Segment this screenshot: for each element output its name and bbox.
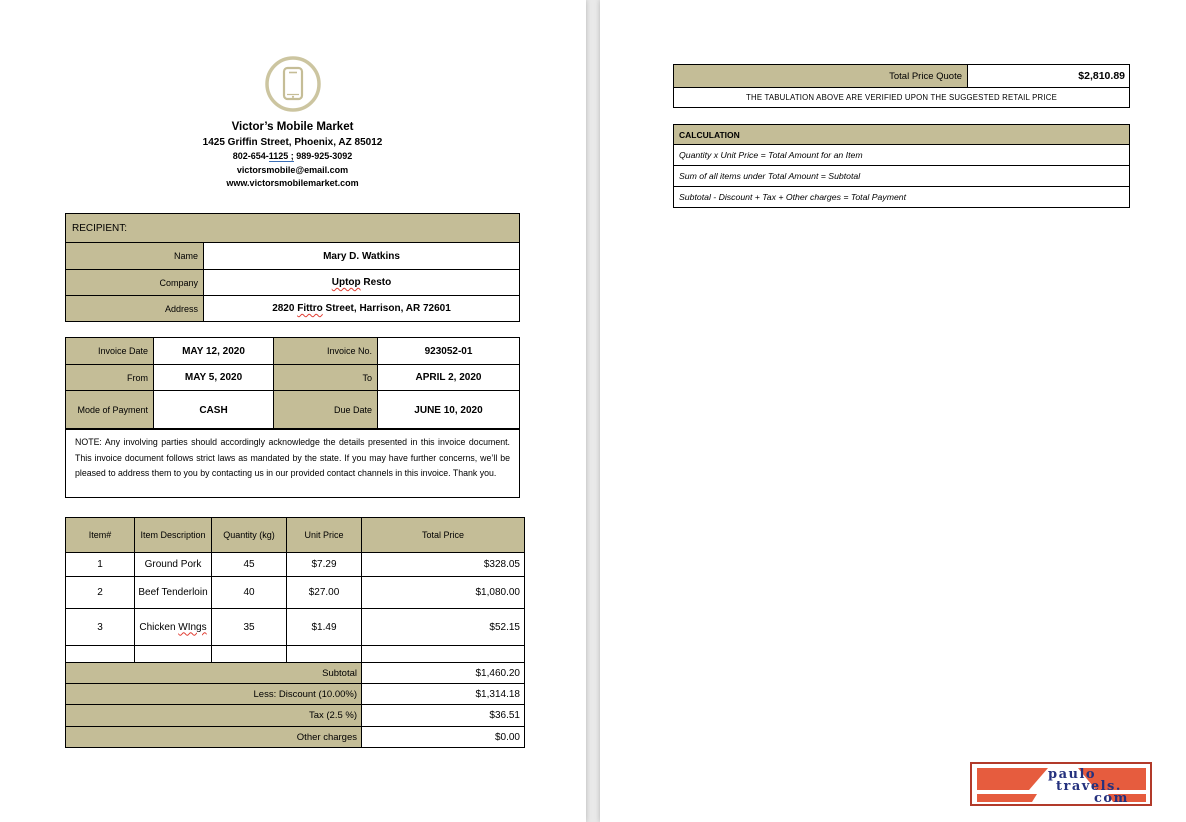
item-row-1 [66, 553, 525, 577]
item-row-empty [66, 646, 525, 663]
invoice-page-1 [0, 0, 586, 822]
col-header-description: Item Description [135, 518, 212, 553]
due-date-label: Due Date [274, 391, 378, 430]
to-label: To [274, 365, 378, 391]
item-number: 2 [66, 577, 135, 609]
to-value: APRIL 2, 2020 [378, 365, 520, 391]
recipient-company-value [204, 270, 520, 296]
item-row-2 [66, 577, 525, 609]
logo-text-line2: travels. [1056, 779, 1122, 794]
recipient-company-rest: Resto [360, 277, 392, 288]
recipient-address-label: Address [66, 296, 204, 322]
calculation-table [673, 124, 1130, 208]
item-row-3 [66, 609, 525, 646]
item-quantity [212, 646, 287, 663]
recipient-address-misspelled: Fittro [297, 303, 323, 314]
total-quote-label: Total Price Quote [674, 65, 968, 88]
logo-text-line3: com [1094, 791, 1129, 804]
item-total-price [362, 646, 525, 663]
phone-hyperlink[interactable]: 1125 ; [268, 151, 294, 161]
item-quantity: 35 [212, 609, 287, 646]
logo-left-bar [977, 794, 1037, 802]
tax-label: Tax (2.5 %) [66, 705, 362, 727]
calculation-title: CALCULATION [674, 125, 1130, 145]
calculation-rule-3: Subtotal - Discount + Tax + Other charges = Total Payment [674, 187, 1130, 208]
company-phone [65, 150, 520, 164]
total-quote-table [673, 64, 1130, 108]
item-unit-price: $27.00 [287, 577, 362, 609]
verification-note: THE TABULATION ABOVE ARE VERIFIED UPON THE SUGGESTED RETAIL PRICE [674, 88, 1130, 108]
invoice-date-label: Invoice Date [66, 338, 154, 365]
item-number: 3 [66, 609, 135, 646]
invoice-page-2 [600, 0, 1186, 822]
tax-value: $36.51 [362, 705, 525, 727]
company-address: 1425 Griffin Street, Phoenix, AZ 85012 [202, 137, 383, 148]
due-date-value: JUNE 10, 2020 [378, 391, 520, 430]
items-table [65, 517, 525, 748]
tax-row [66, 705, 525, 727]
other-charges-row [66, 727, 525, 748]
recipient-name-label: Name [66, 243, 204, 270]
item-unit-price: $1.49 [287, 609, 362, 646]
item-total-price: $328.05 [362, 553, 525, 577]
company-website: www.victorsmobilemarket.com [226, 178, 359, 188]
col-header-item-number: Item# [66, 518, 135, 553]
other-charges-label: Other charges [66, 727, 362, 748]
item-unit-price [287, 646, 362, 663]
discount-value: $1,314.18 [362, 684, 525, 705]
phone-prefix: 802-654- [232, 151, 269, 161]
recipient-table [65, 213, 520, 322]
recipient-address-value [204, 296, 520, 322]
discount-row [66, 684, 525, 705]
item-description [135, 609, 212, 646]
paulo-travels-logo [970, 762, 1152, 806]
logo-text-line1: paulo [1048, 767, 1097, 782]
subtotal-label: Subtotal [66, 663, 362, 684]
item-description-text: Beef Tenderloin [138, 587, 208, 598]
smartphone-icon [263, 54, 323, 116]
item-number [66, 646, 135, 663]
calculation-rule-2: Sum of all items under Total Amount = Subtotal [674, 166, 1130, 187]
col-header-total-price: Total Price [362, 518, 525, 553]
company-email: victorsmobile@email.com [236, 164, 349, 175]
company-header [65, 54, 520, 191]
item-number: 1 [66, 553, 135, 577]
phone-suffix: 989-925-3092 [293, 151, 353, 161]
from-value: MAY 5, 2020 [154, 365, 274, 391]
recipient-address-text: 2820 [272, 303, 298, 314]
logo-left-shape [977, 768, 1048, 790]
payment-mode-label: Mode of Payment [66, 391, 154, 430]
item-description-misspelled: WIngs [178, 621, 207, 633]
recipient-name-text: Mary D. Watkins [323, 250, 400, 262]
other-charges-value: $0.00 [362, 727, 525, 748]
invoice-details-table [65, 337, 520, 430]
item-total-price: $1,080.00 [362, 577, 525, 609]
item-quantity: 45 [212, 553, 287, 577]
invoice-date-value: MAY 12, 2020 [154, 338, 274, 365]
subtotal-value: $1,460.20 [362, 663, 525, 684]
from-label: From [66, 365, 154, 391]
total-quote-value: $2,810.89 [968, 65, 1130, 88]
recipient-address-rest: Street, Harrison, AR 72601 [322, 303, 451, 314]
discount-label: Less: Discount (10.00%) [66, 684, 362, 705]
subtotal-row [66, 663, 525, 684]
item-total-price: $52.15 [362, 609, 525, 646]
company-name: Victor’s Mobile Market [231, 121, 354, 133]
recipient-company-misspelled: Uptop [331, 277, 361, 288]
recipient-company-label: Company [66, 270, 204, 296]
invoice-note: NOTE: Any involving parties should accordingly acknowledge the details presented in this invoice document. This invoice document follows strict laws as mandated by the state. If you may have further concerns, we’ll be pleased to address them to you by contacting us in our provided contact channels in this invoice. Thank you. [65, 428, 520, 498]
item-description [135, 646, 212, 663]
item-description-text: Ground Pork [144, 559, 202, 570]
recipient-name-value [204, 243, 520, 270]
invoice-number-value: 923052-01 [378, 338, 520, 365]
item-description [135, 553, 212, 577]
recipient-title: RECIPIENT: [66, 214, 520, 243]
item-description [135, 577, 212, 609]
payment-mode-value: CASH [154, 391, 274, 430]
invoice-number-label: Invoice No. [274, 338, 378, 365]
col-header-unit-price: Unit Price [287, 518, 362, 553]
item-unit-price: $7.29 [287, 553, 362, 577]
calculation-rule-1: Quantity x Unit Price = Total Amount for an Item [674, 145, 1130, 166]
item-quantity: 40 [212, 577, 287, 609]
item-description-text: Chicken [139, 621, 179, 633]
col-header-quantity: Quantity (kg) [212, 518, 287, 553]
